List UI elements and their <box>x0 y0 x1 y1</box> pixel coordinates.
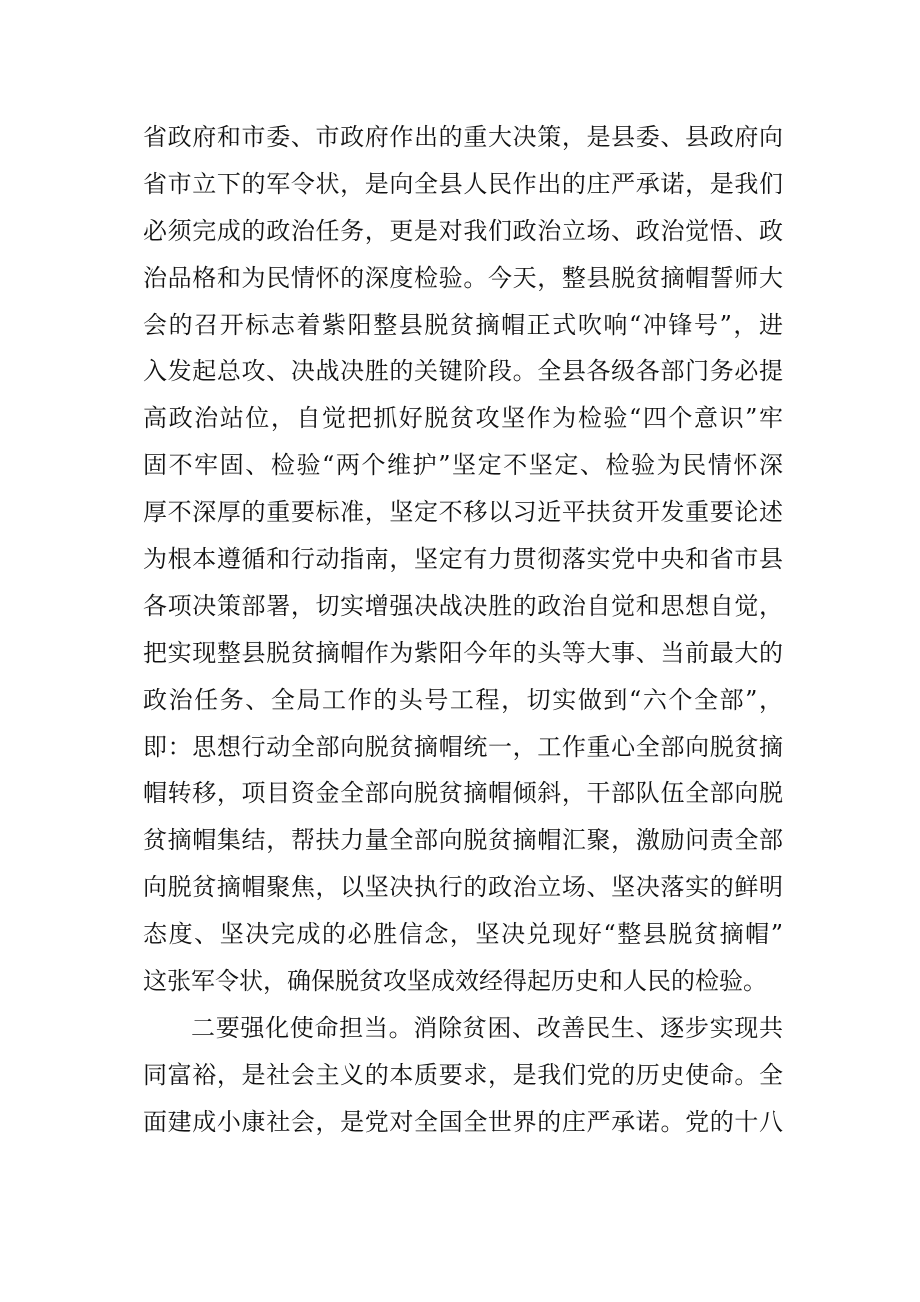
text-line: 入发起总攻、决战决胜的关键阶段。全县各级各部门务必提 <box>143 357 783 386</box>
text-line: 省政府和市委、市政府作出的重大决策，是县委、县政府向 <box>143 123 783 151</box>
body-text <box>143 114 783 1146</box>
text-line: 会的召开标志着紫阳整县脱贫摘帽正式吹响“冲锋号”，进 <box>143 310 783 339</box>
text-line: 向脱贫摘帽聚焦，以坚决执行的政治立场、坚决落实的鲜明 <box>143 873 783 902</box>
text-line: 态度、坚决完成的必胜信念，坚决兑现好“整县脱贫摘帽” <box>143 920 783 949</box>
text-line: 政治任务、全局工作的头号工程，切实做到“六个全部”， <box>143 685 783 714</box>
text-line: 必须完成的政治任务，更是对我们政治立场、政治觉悟、政 <box>143 216 783 245</box>
text-line: 把实现整县脱贫摘帽作为紫阳今年的头等大事、当前最大的 <box>143 638 783 667</box>
text-line: 为根本遵循和行动指南，坚定有力贯彻落实党中央和省市县 <box>143 545 783 574</box>
text-line: 省市立下的军令状，是向全县人民作出的庄严承诺，是我们 <box>143 169 783 198</box>
text-line: 面建成小康社会，是党对全国全世界的庄严承诺。党的十八 <box>143 1107 783 1136</box>
text-line: 即：思想行动全部向脱贫摘帽统一，工作重心全部向脱贫摘 <box>143 732 783 761</box>
text-line: 厚不深厚的重要标准，坚定不移以习近平扶贫开发重要论述 <box>143 498 783 527</box>
text-line: 帽转移，项目资金全部向脱贫摘帽倾斜，干部队伍全部向脱 <box>143 779 783 808</box>
text-line: 固不牢固、检验“两个维护”坚定不坚定、检验为民情怀深 <box>143 451 783 480</box>
text-line: 治品格和为民情怀的深度检验。今天，整县脱贫摘帽誓师大 <box>143 263 783 292</box>
text-line: 同富裕，是社会主义的本质要求，是我们党的历史使命。全 <box>143 1060 783 1089</box>
text-line: 贫摘帽集结，帮扶力量全部向脱贫摘帽汇聚，激励问责全部 <box>143 826 783 855</box>
text-line: 各项决策部署，切实增强决战决胜的政治自觉和思想自觉， <box>143 591 783 620</box>
paragraph-start-line: 二要强化使命担当。消除贫困、改善民生、逐步实现共 <box>191 1013 783 1042</box>
text-line: 高政治站位，自觉把抓好脱贫攻坚作为检验“四个意识”牢 <box>143 404 783 433</box>
paragraph-end-line: 这张军令状，确保脱贫攻坚成效经得起历史和人民的检验。 <box>143 967 767 996</box>
